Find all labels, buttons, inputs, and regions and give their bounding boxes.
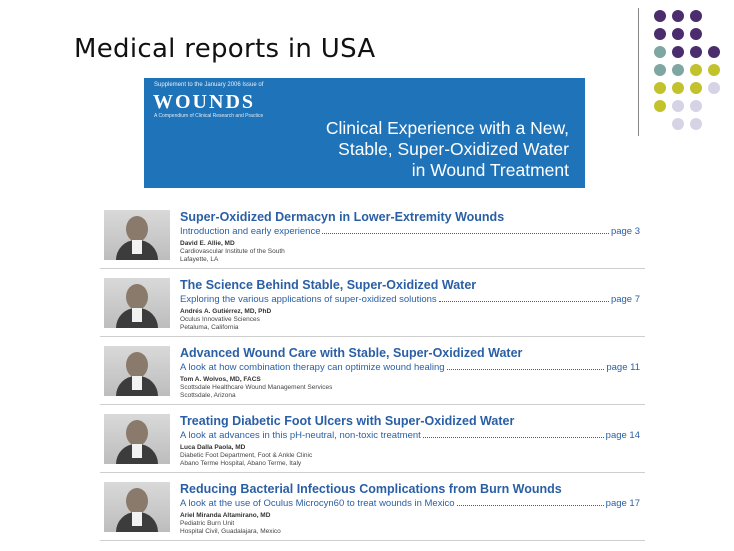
decorative-dot: [654, 82, 666, 94]
article-affiliation: Pediatric Burn Unit Hospital Civil, Guadalajara, Mexico: [180, 520, 281, 535]
decorative-dot: [672, 82, 684, 94]
article-title: Treating Diabetic Foot Ulcers with Super-Oxidized Water: [180, 414, 515, 428]
article-item: [100, 204, 645, 272]
banner-headline-line: Stable, Super-Oxidized Water: [338, 139, 569, 159]
article-subtitle-row: [180, 362, 640, 373]
decorative-dot: [654, 46, 666, 58]
article-title: The Science Behind Stable, Super-Oxidized Water: [180, 278, 477, 292]
decorative-dot: [672, 100, 684, 112]
decorative-dot: [654, 64, 666, 76]
article-author: Luca Dalla Paola, MD: [180, 444, 246, 451]
dot-leader: [423, 437, 604, 438]
decorative-dot: [690, 28, 702, 40]
article-author: Andrés A. Gutiérrez, MD, PhD: [180, 308, 272, 315]
decorative-dot: [690, 10, 702, 22]
decorative-dot: [708, 82, 720, 94]
author-photo: [104, 414, 170, 464]
article-affiliation: Scottsdale Healthcare Wound Management Services Scottsdale, Arizona: [180, 384, 333, 399]
article-author: David E. Allie, MD: [180, 240, 235, 247]
article-subtitle: Introduction and early experience: [180, 226, 321, 237]
article-page: page 3: [610, 226, 640, 237]
author-photo: [104, 482, 170, 532]
decorative-dot: [654, 100, 666, 112]
article-subtitle-row: [180, 226, 640, 237]
decorative-dot: [690, 64, 702, 76]
decorative-dot-grid: [654, 10, 726, 150]
author-photo: [104, 346, 170, 396]
article-title: Reducing Bacterial Infectious Complications from Burn Wounds: [180, 482, 562, 496]
article-author: Tom A. Wolvos, MD, FACS: [180, 376, 261, 383]
decorative-dot: [708, 64, 720, 76]
decorative-dot: [672, 46, 684, 58]
journal-banner: [144, 78, 585, 188]
decorative-dot: [708, 46, 720, 58]
divider-line: [638, 8, 639, 136]
dot-leader: [457, 505, 604, 506]
article-affiliation: Cardiovascular Institute of the South Lafayette, LA: [180, 248, 285, 263]
decorative-dot: [690, 118, 702, 130]
article-page: page 17: [605, 498, 640, 509]
banner-supplement-line: Supplement to the January 2006 Issue of: [154, 82, 264, 88]
article-affiliation: Diabetic Foot Department, Foot & Ankle Clinic Abano Terme Hospital, Abano Terme, Italy: [180, 452, 313, 467]
banner-tagline: A Compendium of Clinical Research and Practice: [154, 113, 264, 119]
banner-headline-line: in Wound Treatment: [411, 160, 569, 180]
banner-headline: [326, 118, 569, 181]
article-subtitle-row: [180, 430, 640, 441]
article-item: [100, 476, 645, 544]
dot-leader: [447, 369, 605, 370]
article-page: page 11: [606, 362, 640, 373]
article-item: [100, 340, 645, 408]
article-affiliation: Oculus Innovative Sciences Petaluma, California: [180, 316, 260, 331]
decorative-dot: [654, 10, 666, 22]
decorative-dot: [672, 118, 684, 130]
article-list: [100, 204, 645, 544]
decorative-dot: [690, 46, 702, 58]
decorative-dot: [672, 10, 684, 22]
article-subtitle: A look at advances in this pH-neutral, non-toxic treatment: [180, 430, 421, 441]
article-subtitle-row: [180, 498, 640, 509]
article-page: page 7: [610, 294, 640, 305]
dot-leader: [439, 301, 609, 302]
author-photo: [104, 278, 170, 328]
author-photo: [104, 210, 170, 260]
decorative-dot: [654, 28, 666, 40]
banner-journal-name: WOUNDS: [153, 91, 256, 113]
article-item: [100, 272, 645, 340]
dot-leader: [322, 233, 608, 234]
slide-title: Medical reports in USA: [74, 34, 376, 64]
decorative-dot: [690, 100, 702, 112]
decorative-dot: [690, 82, 702, 94]
article-item: [100, 408, 645, 476]
article-page: page 14: [605, 430, 640, 441]
article-subtitle: A look at how combination therapy can optimize wound healing: [180, 362, 445, 373]
decorative-dot: [672, 64, 684, 76]
article-author: Ariel Miranda Altamirano, MD: [180, 512, 271, 519]
article-title: Super-Oxidized Dermacyn in Lower-Extremity Wounds: [180, 210, 505, 224]
article-subtitle: Exploring the various applications of super-oxidized solutions: [180, 294, 437, 305]
banner-headline-line: Clinical Experience with a New,: [325, 118, 569, 138]
article-title: Advanced Wound Care with Stable, Super-Oxidized Water: [180, 346, 523, 360]
article-subtitle-row: [180, 294, 640, 305]
article-subtitle: A look at the use of Oculus Microcyn60 to treat wounds in Mexico: [180, 498, 455, 509]
decorative-dot: [672, 28, 684, 40]
